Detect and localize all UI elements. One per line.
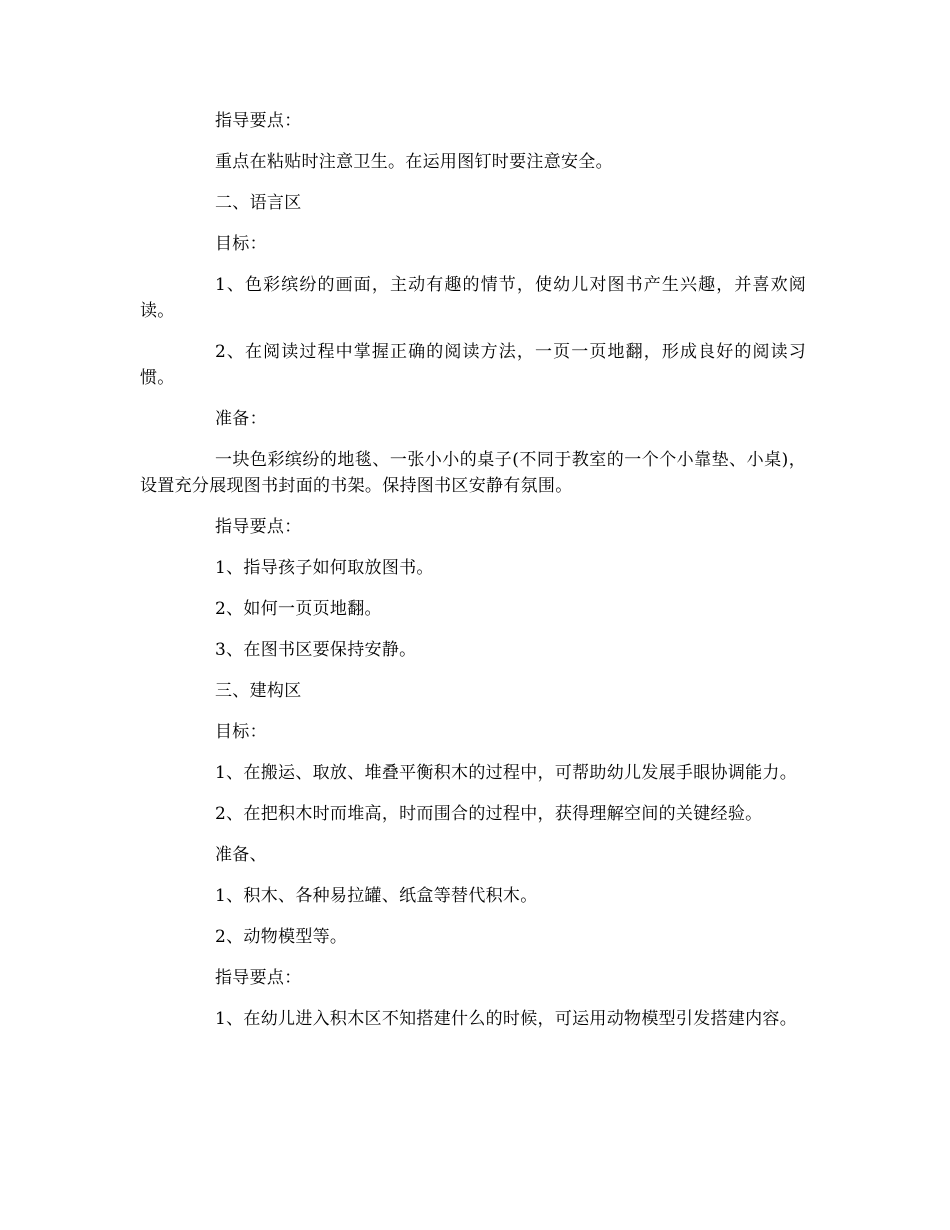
paragraph-guidance-heading-1: 指导要点： <box>215 111 302 131</box>
paragraph-construction-goal-2: 2、在把积木时而堆高，时而围合的过程中，获得理解空间的关键经验。 <box>215 804 763 824</box>
paragraph-prep-item-2: 2、动物模型等。 <box>215 927 348 947</box>
paragraph-goal-2: 2、在阅读过程中掌握正确的阅读方法，一页一页地翻，形成良好的阅读习惯。 <box>140 342 806 388</box>
paragraph-guidance-3: 3、在图书区要保持安静。 <box>215 640 417 660</box>
paragraph-guidance-heading-2: 指导要点： <box>215 517 302 537</box>
paragraph-guidance-heading-3: 指导要点： <box>215 968 302 988</box>
paragraph-prep-heading-2: 准备、 <box>215 845 267 865</box>
paragraph-goal-1: 1、色彩缤纷的画面，主动有趣的情节，使幼儿对图书产生兴趣，并喜欢阅读。 <box>140 275 806 321</box>
paragraph-prep-description: 一块色彩缤纷的地毯、一张小小的桌子(不同于教室的一个个小靠垫、小桌)，设置充分展现图书封面的书架。保持图书区安静有氛围。 <box>140 450 806 496</box>
paragraph-construction-guidance-1: 1、在幼儿进入积木区不知搭建什么的时候，可运用动物模型引发搭建内容。 <box>215 1009 798 1029</box>
paragraph-prep-heading-1: 准备： <box>215 409 267 429</box>
paragraph-goals-heading-1: 目标： <box>215 234 267 254</box>
document-body <box>140 108 806 1047</box>
paragraph-goals-heading-2: 目标： <box>215 722 267 742</box>
section-heading-language: 二、语言区 <box>215 193 302 213</box>
paragraph-prep-item-1: 1、积木、各种易拉罐、纸盒等替代积木。 <box>215 886 538 906</box>
paragraph-guidance-2: 2、如何一页页地翻。 <box>215 599 382 619</box>
paragraph-guidance-1: 1、指导孩子如何取放图书。 <box>215 558 434 578</box>
paragraph-construction-goal-1: 1、在搬运、取放、堆叠平衡积木的过程中，可帮助幼儿发展手眼协调能力。 <box>215 763 798 783</box>
section-heading-construction: 三、建构区 <box>215 681 302 701</box>
paragraph-guidance-hygiene: 重点在粘贴时注意卫生。在运用图钉时要注意安全。 <box>215 152 613 172</box>
